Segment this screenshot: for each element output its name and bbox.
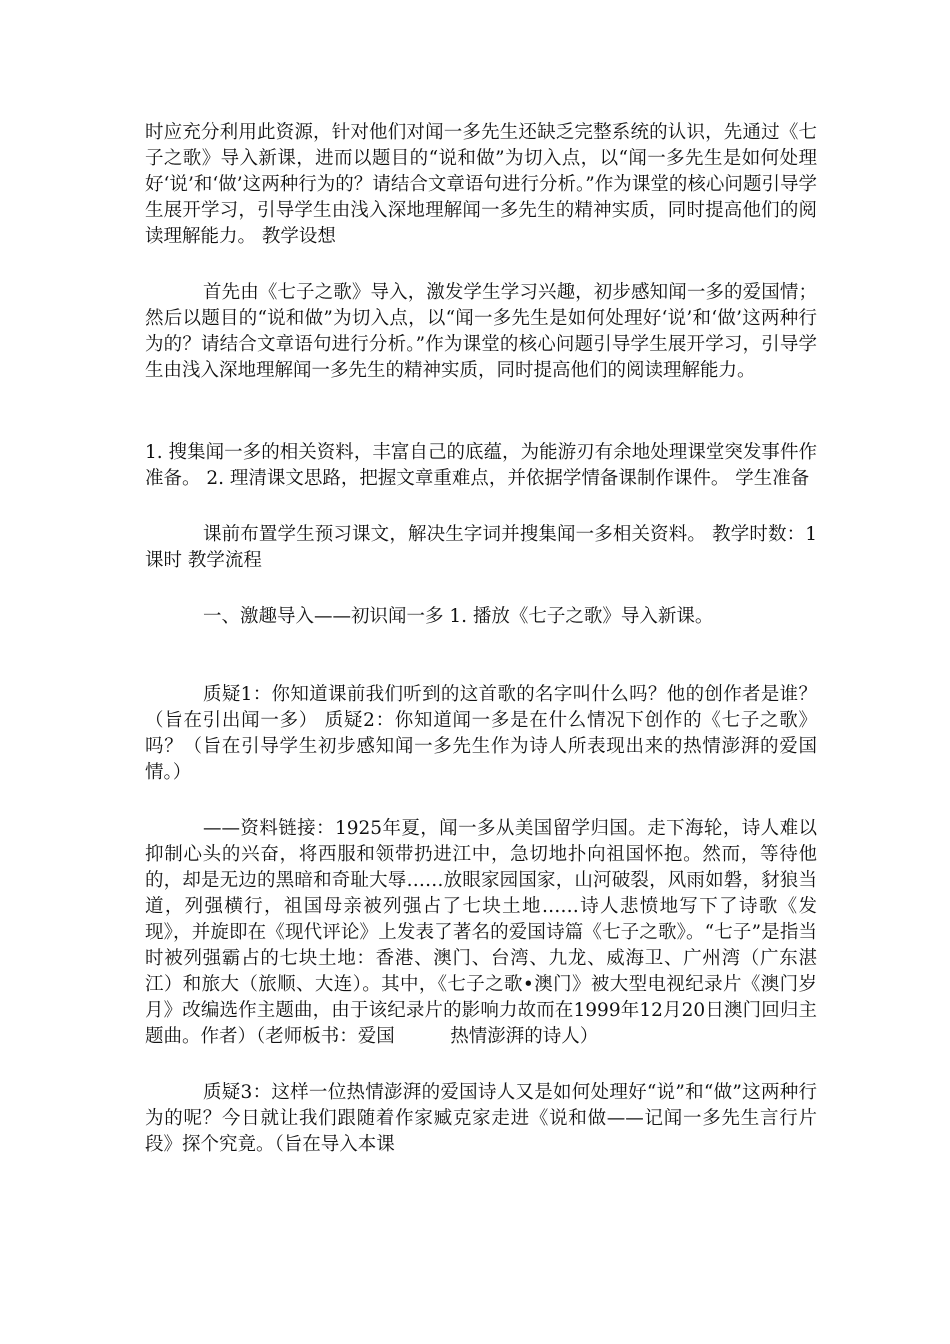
paragraph-questions-1-2: 质疑1：你知道课前我们听到的这首歌的名字叫什么吗？他的创作者是谁？（旨在引出闻一多） 质疑2：你知道闻一多是在什么情况下创作的《七子之歌》吗？（旨在引导学生初步感知闻一多先生作为诗人所表现出来的热情澎湃的爱国情。） — [145, 684, 817, 783]
paragraph-question-3: 质疑3：这样一位热情澎湃的爱国诗人又是如何处理好“说”和“做”这两种行为的呢？今日就让我们跟随着作家臧克家走进《说和做——记闻一多先生言行片段》探个究竟。（旨在导入本课 — [145, 1082, 817, 1155]
paragraph-resource-link: ——资料链接：1925年夏，闻一多从美国留学归国。走下海轮，诗人难以抑制心头的兴奋，将西服和领带扔进江中，急切地扑向祖国怀抱。然而，等待他的，却是无边的黑暗和奇耻大辱……放眼家园国家，山河破裂，风雨如磐，豺狼当道，列强横行，祖国母亲被列强占了七块土地……诗人悲愤地写下了诗歌《发现》，并旋即在《现代评论》上发表了著名的爱国诗篇《七子之歌》。“七子”是指当时被列强霸占的七块土地：香港、澳门、台湾、九龙、威海卫、广州湾（广东湛江）和旅大（旅顺、大连）。其中，《七子之歌•澳门》被大型电视纪录片《澳门岁月》改编选作主题曲，由于该纪录片的影响力故而在1999年12月20日澳门回归主题曲。作者）（老师板书：爱国 热情澎湃的诗人） — [145, 818, 817, 1047]
paragraph-student-preparation: 课前布置学生预习课文，解决生字词并搜集闻一多相关资料。 教学时数：1课时 教学流程 — [145, 524, 817, 571]
paragraph-teaching-idea: 首先由《七子之歌》导入，激发学生学习兴趣，初步感知闻一多的爱国情；然后以题目的“说和做”为切入点，以“闻一多先生是如何处理好‘说’和‘做’这两种行为的？请结合文章语句进行分析。”作为课堂的核心问题引导学生展开学习，引导学生由浅入深地理解闻一多先生的精神实质，同时提高他们的阅读理解能力。 — [145, 282, 817, 381]
paragraph-lead-in: 一、激趣导入——初识闻一多 1. 播放《七子之歌》导入新课。 — [203, 606, 714, 627]
paragraph-intro-continued: 时应充分利用此资源，针对他们对闻一多先生还缺乏完整系统的认识，先通过《七子之歌》导入新课，进而以题目的“说和做”为切入点，以“闻一多先生是如何处理好‘说’和‘做’这两种行为的？请结合文章语句进行分析。”作为课堂的核心问题引导学生展开学习，引导学生由浅入深地理解闻一多先生的精神实质，同时提高他们的阅读理解能力。 教学设想 — [145, 122, 817, 247]
document-page — [145, 120, 817, 1158]
paragraph-teacher-preparation: 1. 搜集闻一多的相关资料，丰富自己的底蕴，为能游刃有余地处理课堂突发事件作准备。 2. 理清课文思路，把握文章重难点，并依据学情备课制作课件。 学生准备 — [145, 442, 817, 489]
